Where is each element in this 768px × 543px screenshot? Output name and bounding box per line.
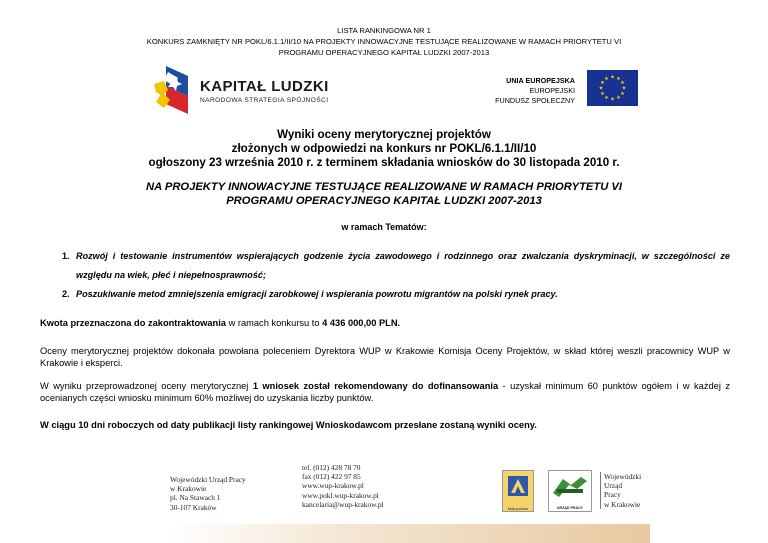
title-line-1: Wyniki oceny merytorycznej projektów — [277, 128, 491, 141]
svg-text:★: ★ — [610, 96, 615, 103]
document-subtitle — [60, 180, 708, 208]
svg-text:★: ★ — [620, 91, 625, 97]
funding-amount-paragraph — [40, 317, 730, 329]
results-notice-paragraph: W ciągu 10 dni roboczych od daty publikacji listy rankingowej Wnioskodawcom przesłane zostaną wyniki oceny. — [40, 420, 537, 430]
svg-text:★: ★ — [604, 76, 609, 82]
svg-text:★: ★ — [600, 91, 605, 97]
svg-text:★: ★ — [616, 76, 621, 82]
topics-list — [62, 247, 730, 304]
malopolska-logo — [502, 470, 534, 512]
funding-label: Kwota przeznaczona do zakontraktowania — [40, 318, 226, 328]
contact-website[interactable]: www.wup-krakow.pl — [302, 481, 364, 491]
urzad-pracy-emblem-icon — [549, 471, 591, 501]
topic-number: 2. — [62, 289, 70, 299]
address-line: pl. Na Stawach 1 — [170, 493, 221, 503]
list-number: LISTA RANKINGOWA NR 1 — [337, 26, 431, 35]
address-line: 30-107 Kraków — [170, 502, 217, 512]
address-line: w Krakowie — [170, 484, 207, 494]
evaluation-details: - uzyskał minimum 60 punktów ogółem i w każdej z ocenianych części wniosku minimum 60% możliwej do uzyskania liczby punktów. — [40, 381, 730, 404]
footer-decorative-bar — [170, 524, 650, 543]
funding-amount: 4 436 000,00 PLN. — [322, 318, 401, 328]
wup-logo-line: w Krakowie — [604, 499, 641, 509]
svg-text:★: ★ — [620, 80, 625, 86]
topics-heading: w ramach Tematów: — [341, 222, 427, 232]
evaluation-intro: W wyniku przeprowadzonej oceny merytorycznej — [40, 381, 253, 391]
title-line-2: złożonych w odpowiedzi na konkurs nr POKL/6.1.1/II/10 — [231, 142, 537, 155]
eu-social-fund-label: FUNDUSZ SPOŁECZNY — [495, 95, 575, 105]
wup-logo-line: Wojewódzki — [604, 472, 642, 481]
address-line: Wojewódzki Urząd Pracy — [170, 475, 246, 484]
eu-fund-label — [470, 76, 575, 105]
contact-email[interactable]: kancelaria@wup-krakow.pl — [302, 499, 384, 509]
svg-text:★: ★ — [616, 95, 621, 101]
subtitle-line-2: PROGRAMU OPERACYJNEGO KAPITAŁ LUDZKI 2007-2013 — [226, 195, 542, 207]
topic-text: Rozwój i testowanie instrumentów wspierających godzenie życia zawodowego i rodzinnego oraz zwalczania dyskryminacji, w szczególności ze względu na wiek, płeć i niepełnosprawność; — [76, 251, 730, 280]
urzad-pracy-label: URZĄD PRACY — [556, 506, 584, 510]
funding-connector: w ramach konkursu to — [225, 318, 323, 328]
wup-logo-text — [600, 472, 641, 509]
subtitle-line-1: NA PROJEKTY INNOWACYJNE TESTUJĄCE REALIZOWANE W RAMACH PRIORYTETU VI — [146, 181, 622, 193]
kapital-ludzki-subtitle: NARODOWA STRATEGIA SPÓJNOŚCI — [200, 97, 329, 104]
malopolska-label: Małopolska — [507, 506, 529, 511]
topic-item — [62, 247, 730, 285]
evaluation-result-paragraph — [40, 380, 730, 405]
contact-phone: tel. (012) 428 78 70 — [302, 463, 361, 472]
footer-address — [170, 475, 246, 512]
contact-pokl-website[interactable]: www.pokl.wup-krakow.pl — [302, 490, 379, 500]
commission-paragraph: Oceny merytorycznej projektów dokonała powołana poleceniem Dyrektora WUP w Krakowie Komisja Oceny Projektów, w skład której weszli pracownicy WUP w Krakowie i eksperci. — [40, 346, 730, 369]
svg-text:★: ★ — [598, 85, 604, 92]
program-header: PROGRAMU OPERACYJNEGO KAPITAŁ LUDZKI 2007-2013 — [278, 48, 490, 57]
title-line-3: ogłoszony 23 września 2010 r. z terminem składania wniosków do 30 listopada 2010 r. — [148, 156, 620, 169]
contact-fax: fax (012) 422 97 85 — [302, 472, 361, 482]
recommended-count: 1 wniosek został rekomendowany do dofinansowania — [252, 381, 499, 391]
svg-text:★: ★ — [621, 85, 627, 92]
urzad-pracy-logo — [548, 470, 592, 512]
malopolska-emblem-icon — [503, 471, 533, 501]
svg-text:★: ★ — [610, 74, 615, 81]
wup-logo-line: Urząd — [604, 481, 623, 491]
eu-flag-icon — [587, 70, 638, 106]
wup-logo-line: Pracy — [604, 490, 621, 500]
svg-text:★: ★ — [604, 95, 609, 101]
document-title — [0, 128, 768, 170]
topic-item — [62, 285, 730, 304]
eu-european-label: EUROPEJSKI — [529, 85, 575, 95]
eu-union-label: UNIA EUROPEJSKA — [506, 76, 575, 85]
kapital-ludzki-title: KAPITAŁ LUDZKI — [200, 78, 329, 95]
contest-header: KONKURS ZAMKNIĘTY NR POKL/6.1.1/II/10 NA PROJEKTY INNOWACYJNE TESTUJĄCE REALIZOWANE W RAMACH PRIORYTETU VI — [146, 37, 622, 46]
topic-number: 1. — [62, 251, 70, 261]
svg-text:★: ★ — [600, 80, 605, 86]
topic-text: Poszukiwanie metod zmniejszenia emigracji zarobkowej i wspierania powrotu migrantów na polski rynek pracy. — [76, 289, 558, 299]
footer-contact — [302, 463, 384, 509]
kapital-ludzki-logo-icon — [152, 62, 192, 118]
